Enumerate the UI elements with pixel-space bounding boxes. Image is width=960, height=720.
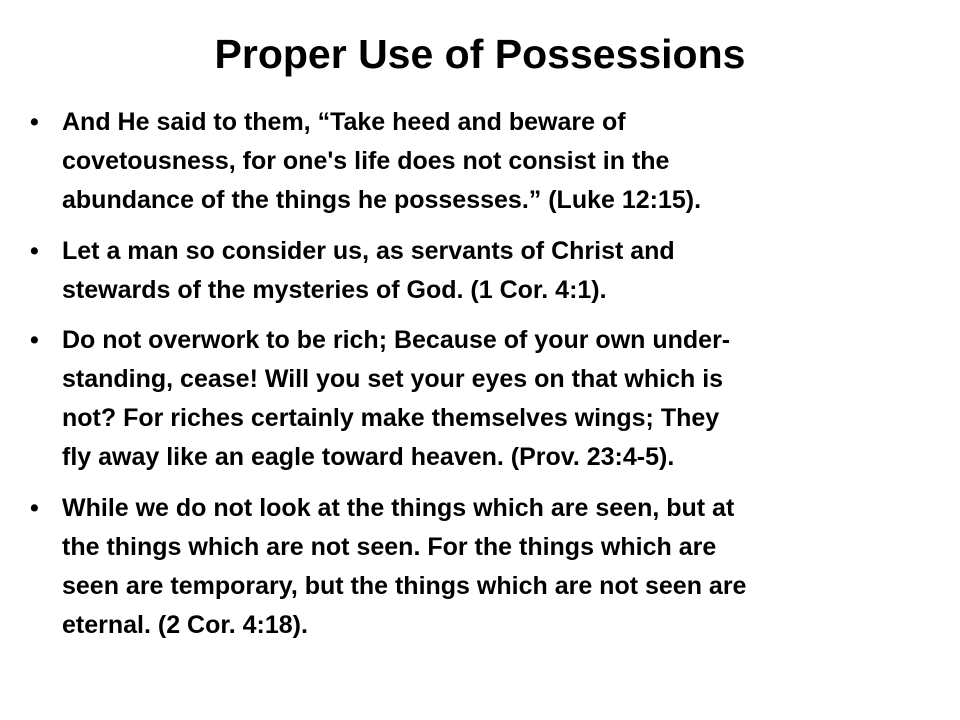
bullet-text: Let a man so consider us, as servants of Christ and stewards of the mysteries of God. (1 Cor. 4:1). (62, 237, 675, 304)
bullet-dot-icon: • (30, 494, 39, 522)
bullet-item-1-cor-4-1 (30, 232, 945, 310)
bullet-dot-icon: • (30, 326, 39, 354)
bullet-dot-icon: • (30, 237, 39, 265)
bullet-text: Do not overwork to be rich; Because of your own under- standing, cease! Will you set your eyes on that which is not? For riches certainly make themselves wings; They fly away like an eagle toward heaven. (Prov. 23:4-5). (62, 326, 731, 471)
bullet-item-prov-23-4-5 (30, 321, 945, 477)
bullet-text: While we do not look at the things which are seen, but at the things which are not seen. For the things which are seen are temporary, but the things which are not seen are eternal. (2 Cor. 4:18). (62, 494, 747, 639)
bullet-item-luke-12-15 (30, 103, 945, 220)
bullet-item-2-cor-4-18 (30, 489, 945, 645)
bullet-list (30, 103, 945, 656)
bullet-dot-icon: • (30, 108, 39, 136)
slide-title: Proper Use of Possessions (214, 31, 746, 77)
bullet-text: And He said to them, “Take heed and beware of covetousness, for one's life does not consist in the abundance of the things he possesses.” (Luke 12:15). (62, 108, 702, 214)
